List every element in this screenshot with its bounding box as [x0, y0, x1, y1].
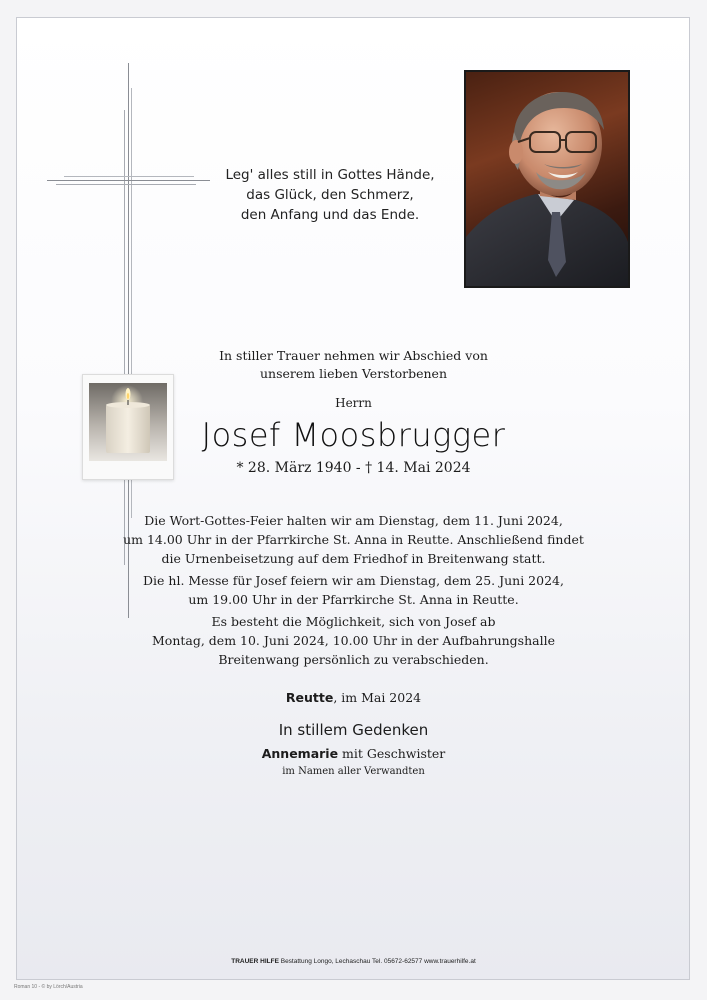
paragraph-line: Die Wort-Gottes-Feier halten wir am Dienstag, dem 11. Juni 2024,	[144, 513, 563, 528]
place-date-text: , im Mai 2024	[333, 690, 422, 705]
footer-text: Bestattung Longo, Lechaschau Tel. 05672-62577 www.trauerhilfe.at	[278, 958, 476, 965]
salutation: Herrn	[335, 396, 372, 410]
ceremony-paragraph	[0, 511, 707, 568]
paragraph-line: die Urnenbeisetzung auf dem Friedhof in Breitenwang statt.	[161, 551, 546, 566]
farewell-paragraph	[0, 612, 707, 669]
paragraph-line: Breitenwang persönlich zu verabschieden.	[218, 652, 489, 667]
footer-brand: TRAUER HILFE	[231, 958, 279, 965]
intro-line: In stiller Trauer nehmen wir Abschied von	[219, 348, 488, 363]
life-dates: * 28. März 1940 - † 14. Mai 2024	[236, 460, 471, 476]
signer-rest: mit Geschwister	[338, 746, 446, 761]
paragraph-line: Die hl. Messe für Josef feiern wir am Dienstag, dem 25. Juni 2024,	[143, 573, 564, 588]
place-city: Reutte	[285, 690, 334, 705]
memorial-quote	[210, 165, 450, 225]
relatives-note: im Namen aller Verwandten	[282, 766, 425, 777]
paragraph-line: Montag, dem 10. Juni 2024, 10.00 Uhr in der Aufbahrungshalle	[152, 633, 555, 648]
deceased-name: Josef Moosbrugger	[201, 416, 506, 454]
paragraph-line: um 14.00 Uhr in der Pfarrkirche St. Anna in Reutte. Anschließend findet	[123, 532, 584, 547]
paragraph-line: um 19.00 Uhr in der Pfarrkirche St. Anna in Reutte.	[188, 592, 519, 607]
quote-line: Leg' alles still in Gottes Hände,	[225, 167, 435, 183]
quote-line: den Anfang und das Ende.	[240, 207, 420, 223]
quote-line: das Glück, den Schmerz,	[246, 187, 414, 203]
footer	[0, 958, 707, 965]
place-date	[0, 690, 707, 705]
corner-note: Roman 10 - © by Lörch/Austria	[14, 984, 83, 990]
mass-paragraph	[0, 571, 707, 609]
intro-text	[0, 347, 707, 383]
remembrance-heading: In stillem Gedenken	[278, 721, 429, 739]
portrait-photo	[464, 70, 630, 288]
intro-line: unserem lieben Verstorbenen	[259, 366, 448, 381]
signer	[0, 746, 707, 761]
paragraph-line: Es besteht die Möglichkeit, sich von Josef ab	[211, 614, 496, 629]
signer-name: Annemarie	[261, 746, 339, 761]
